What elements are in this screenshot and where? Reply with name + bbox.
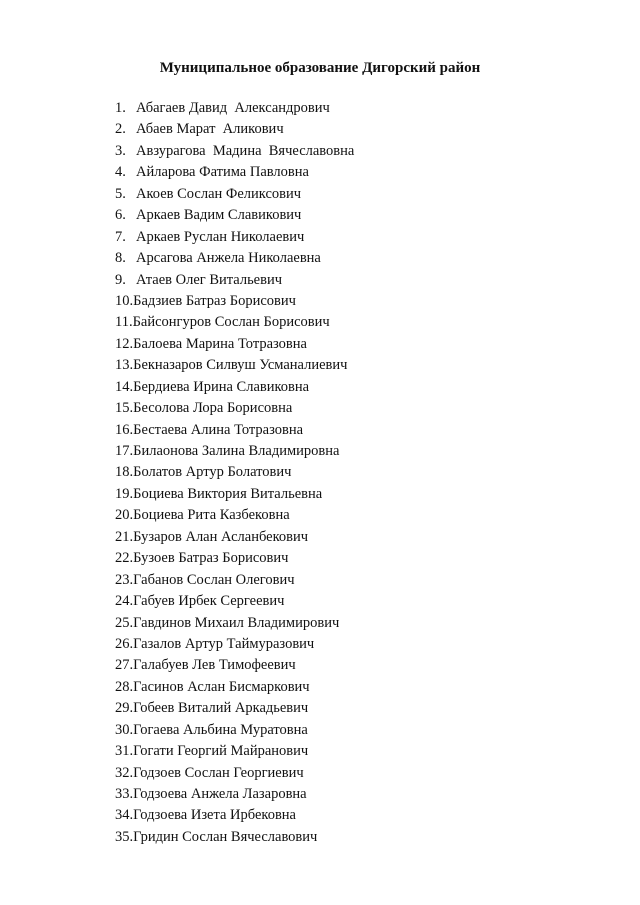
list-item bbox=[115, 184, 354, 205]
list-item-name: Бузоев Батраз Борисович bbox=[133, 550, 289, 567]
list-item-name: Гогаева Альбина Муратовна bbox=[133, 721, 308, 738]
list-item bbox=[115, 784, 354, 805]
list-item bbox=[115, 591, 354, 612]
list-item-name: Годзоева Изета Ирбековна bbox=[133, 807, 296, 824]
list-item-name: Годзоев Сослан Георгиевич bbox=[133, 764, 304, 781]
list-item-number: 9. bbox=[115, 271, 126, 288]
list-item-number: 29. bbox=[115, 700, 134, 717]
list-item bbox=[115, 162, 354, 183]
list-item-number: 2. bbox=[115, 121, 126, 138]
list-item bbox=[115, 548, 354, 569]
list-item-name: Гобеев Виталий Аркадьевич bbox=[133, 700, 309, 717]
list-item-name: Абаев Марат Аликович bbox=[136, 121, 284, 138]
list-item-number: 14. bbox=[115, 378, 134, 395]
list-item-number: 6. bbox=[115, 207, 126, 224]
list-item-number: 20. bbox=[115, 507, 134, 524]
list-item bbox=[115, 763, 354, 784]
list-item bbox=[115, 291, 354, 312]
list-item-number: 7. bbox=[115, 228, 126, 245]
list-item-number: 17. bbox=[115, 443, 134, 459]
list-item bbox=[115, 141, 354, 162]
list-item-number: 1. bbox=[115, 100, 126, 116]
list-item bbox=[115, 270, 354, 291]
list-item-number: 13. bbox=[115, 357, 134, 374]
list-item-name: Авзурагова Мадина Вячеславовна bbox=[136, 142, 355, 159]
document-title: Муниципальное образование Дигорский район bbox=[159, 60, 481, 76]
list-item-name: Бердиева Ирина Славиковна bbox=[133, 378, 310, 395]
list-item bbox=[115, 484, 354, 505]
list-item-number: 26. bbox=[115, 635, 134, 652]
list-item-name: Габуев Ирбек Сергеевич bbox=[133, 593, 285, 610]
list-item-number: 28. bbox=[115, 678, 134, 695]
list-item bbox=[115, 377, 354, 398]
name-list bbox=[115, 98, 354, 848]
list-item-name: Айларова Фатима Павловна bbox=[136, 164, 309, 181]
list-item-name: Бестаева Алина Тотразовна bbox=[133, 421, 304, 438]
list-item-name: Атаев Олег Витальевич bbox=[136, 271, 283, 288]
list-item bbox=[115, 227, 354, 248]
list-item-number: 3. bbox=[115, 142, 126, 159]
list-item bbox=[115, 677, 354, 698]
list-item bbox=[115, 613, 354, 634]
list-item bbox=[115, 441, 354, 462]
list-item bbox=[115, 355, 354, 376]
list-item-name: Билаонова Залина Владимировна bbox=[133, 443, 340, 459]
list-item bbox=[115, 205, 354, 226]
list-item-name: Гавдинов Михаил Владимирович bbox=[133, 614, 340, 631]
list-item-name: Акоев Сослан Феликсович bbox=[136, 185, 302, 202]
list-item-name: Арсагова Анжела Николаевна bbox=[136, 250, 321, 267]
list-item bbox=[115, 334, 354, 355]
list-item-name: Болатов Артур Болатович bbox=[133, 464, 292, 481]
list-item-name: Бекназаров Силвуш Усманалиевич bbox=[133, 357, 348, 374]
list-item-name: Боциева Виктория Витальевна bbox=[133, 485, 323, 502]
list-item-number: 24. bbox=[115, 593, 134, 610]
list-item bbox=[115, 462, 354, 483]
list-item bbox=[115, 527, 354, 548]
list-item-name: Гасинов Аслан Бисмаркович bbox=[133, 678, 310, 695]
list-item-number: 11. bbox=[115, 314, 133, 331]
list-item-number: 15. bbox=[115, 400, 134, 417]
list-item-number: 30. bbox=[115, 721, 134, 738]
list-item bbox=[115, 570, 354, 591]
list-item-name: Бадзиев Батраз Борисович bbox=[133, 292, 296, 309]
list-item-name: Газалов Артур Таймуразович bbox=[133, 635, 315, 652]
list-item bbox=[115, 741, 354, 762]
list-item-number: 22. bbox=[115, 550, 134, 567]
list-item-number: 34. bbox=[115, 807, 134, 824]
list-item bbox=[115, 312, 354, 333]
list-item-name: Боциева Рита Казбековна bbox=[133, 507, 290, 524]
list-item-number: 31. bbox=[115, 743, 134, 760]
list-item-name: Бесолова Лора Борисовна bbox=[133, 400, 293, 417]
list-item-number: 35. bbox=[115, 828, 134, 845]
list-item-number: 8. bbox=[115, 250, 126, 267]
list-item-number: 32. bbox=[115, 764, 134, 781]
list-item-name: Гогати Георгий Майранович bbox=[133, 743, 309, 760]
list-item bbox=[115, 720, 354, 741]
list-item-name: Абагаев Давид Александрович bbox=[136, 100, 330, 116]
list-item bbox=[115, 505, 354, 526]
list-item-name: Аркаев Вадим Славикович bbox=[136, 207, 302, 224]
list-item-name: Годзоева Анжела Лазаровна bbox=[133, 786, 307, 802]
list-item-number: 16. bbox=[115, 421, 134, 438]
list-item bbox=[115, 698, 354, 719]
list-item bbox=[115, 420, 354, 441]
list-item-name: Гридин Сослан Вячеславович bbox=[133, 828, 318, 845]
list-item-number: 12. bbox=[115, 335, 134, 352]
list-item-number: 27. bbox=[115, 657, 134, 674]
list-item bbox=[115, 248, 354, 269]
list-item-name: Балоева Марина Тотразовна bbox=[133, 335, 307, 352]
list-item bbox=[115, 634, 354, 655]
list-item-number: 18. bbox=[115, 464, 134, 481]
list-item-number: 23. bbox=[115, 571, 134, 588]
list-item-name: Байсонгуров Сослан Борисович bbox=[132, 314, 330, 331]
list-item-name: Аркаев Руслан Николаевич bbox=[136, 228, 305, 245]
list-item bbox=[115, 805, 354, 826]
list-item-number: 33. bbox=[115, 786, 134, 802]
list-item-name: Бузаров Алан Асланбекович bbox=[133, 528, 309, 545]
list-item bbox=[115, 119, 354, 140]
list-item bbox=[115, 398, 354, 419]
list-item-number: 19. bbox=[115, 485, 134, 502]
list-item-name: Габанов Сослан Олегович bbox=[133, 571, 295, 588]
list-item-number: 4. bbox=[115, 164, 126, 181]
list-item-number: 25. bbox=[115, 614, 134, 631]
list-item-number: 21. bbox=[115, 528, 134, 545]
list-item-number: 5. bbox=[115, 185, 126, 202]
list-item bbox=[115, 827, 354, 848]
list-item-name: Галабуев Лев Тимофеевич bbox=[133, 657, 296, 674]
list-item-number: 10. bbox=[115, 292, 134, 309]
list-item bbox=[115, 655, 354, 676]
list-item bbox=[115, 98, 354, 119]
